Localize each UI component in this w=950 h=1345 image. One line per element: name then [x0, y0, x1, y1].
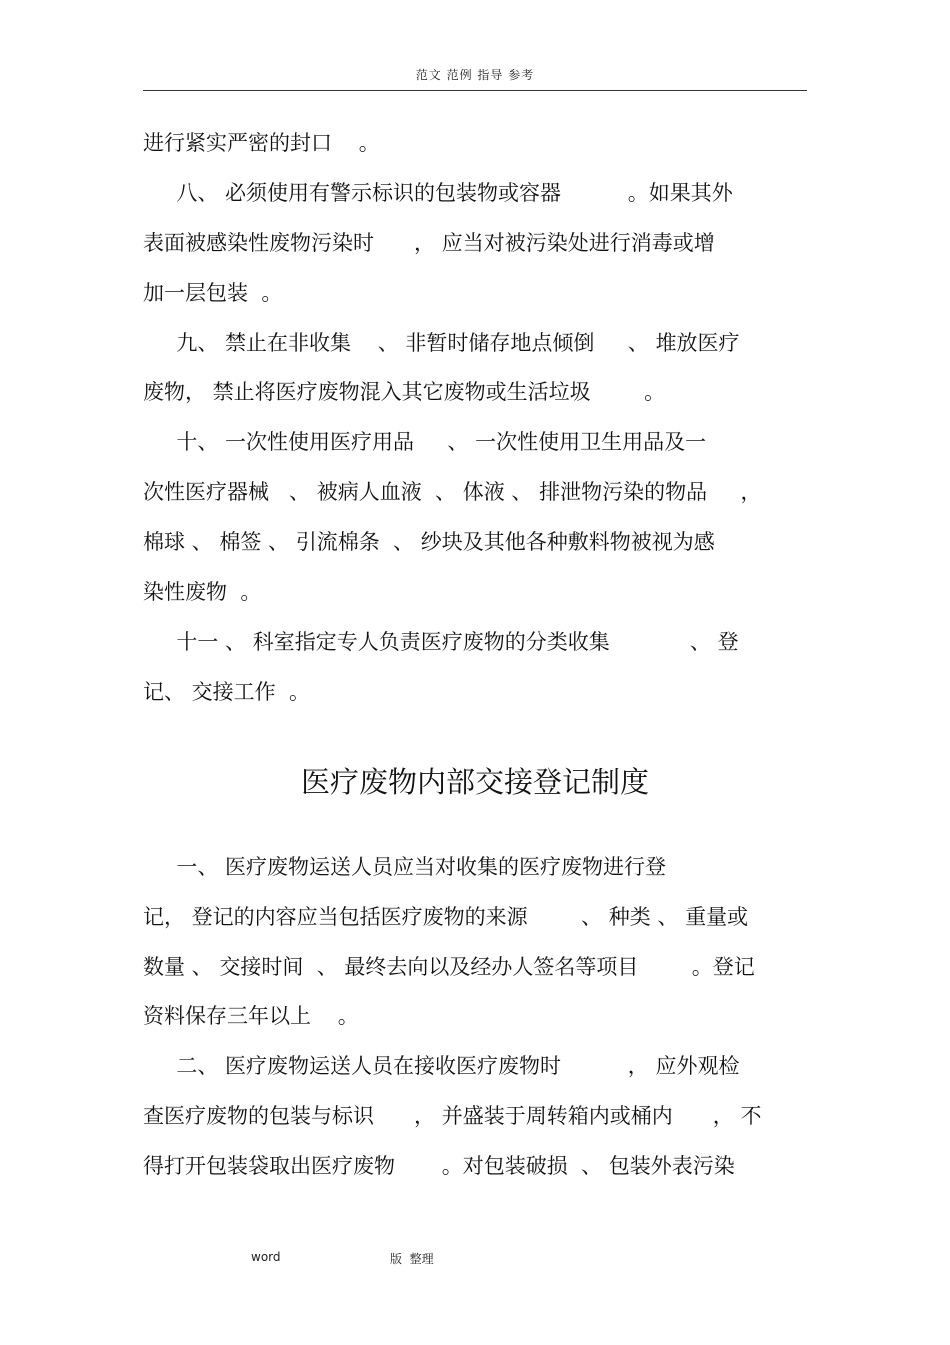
body-line: 八、 必须使用有警示标识的包装物或容器 。如果其外: [143, 181, 733, 205]
body-line: 次性医疗器械 、 被病人血液 、 体液 、 排泄物污染的物品 ，: [143, 480, 762, 504]
body-line: 十、 一次性使用医疗用品 、 一次性使用卫生用品及一: [143, 430, 707, 454]
footer-left: word: [251, 1250, 281, 1264]
body-line: 记， 登记的内容应当包括医疗废物的来源 、 种类 、 重量或: [143, 905, 749, 929]
body-line: 查医疗废物的包装与标识 ， 并盛装于周转箱内或桶内 ， 不: [143, 1104, 762, 1128]
body-line: 一、 医疗废物运送人员应当对收集的医疗废物进行登: [143, 855, 667, 879]
body-line: 进行紧实严密的封口 。: [143, 131, 380, 155]
header-rule: [143, 90, 807, 91]
section-title: 医疗废物内部交接登记制度: [300, 765, 649, 799]
body-line: 数量 、 交接时间 、 最终去向以及经办人签名等项目 。登记: [143, 955, 755, 979]
body-line: 加一层包装 。: [143, 281, 283, 305]
body-line: 十一 、 科室指定专人负责医疗废物的分类收集 、 登: [143, 630, 739, 654]
body-line: 棉球 、 棉签 、 引流棉条 、 纱块及其他各种敷料物被视为感: [143, 530, 715, 554]
body-line: 得打开包装袋取出医疗废物 。对包装破损 、 包装外表污染: [143, 1154, 735, 1178]
footer-right: 版 整理: [390, 1252, 434, 1266]
body-line: 染性废物 。: [143, 580, 262, 604]
page-header: 范文 范例 指导 参考: [415, 68, 535, 82]
body-line: 二、 医疗废物运送人员在接收医疗废物时 ， 应外观检: [143, 1054, 740, 1078]
body-line: 记、 交接工作 。: [143, 680, 311, 704]
body-line: 九、 禁止在非收集 、 非暂时储存地点倾倒 、 堆放医疗: [143, 331, 740, 355]
body-line: 废物， 禁止将医疗废物混入其它废物或生活垃圾 。: [143, 380, 666, 404]
body-line: 资料保存三年以上 。: [143, 1004, 359, 1028]
body-line: 表面被感染性废物污染时 ， 应当对被污染处进行消毒或增: [143, 231, 715, 255]
